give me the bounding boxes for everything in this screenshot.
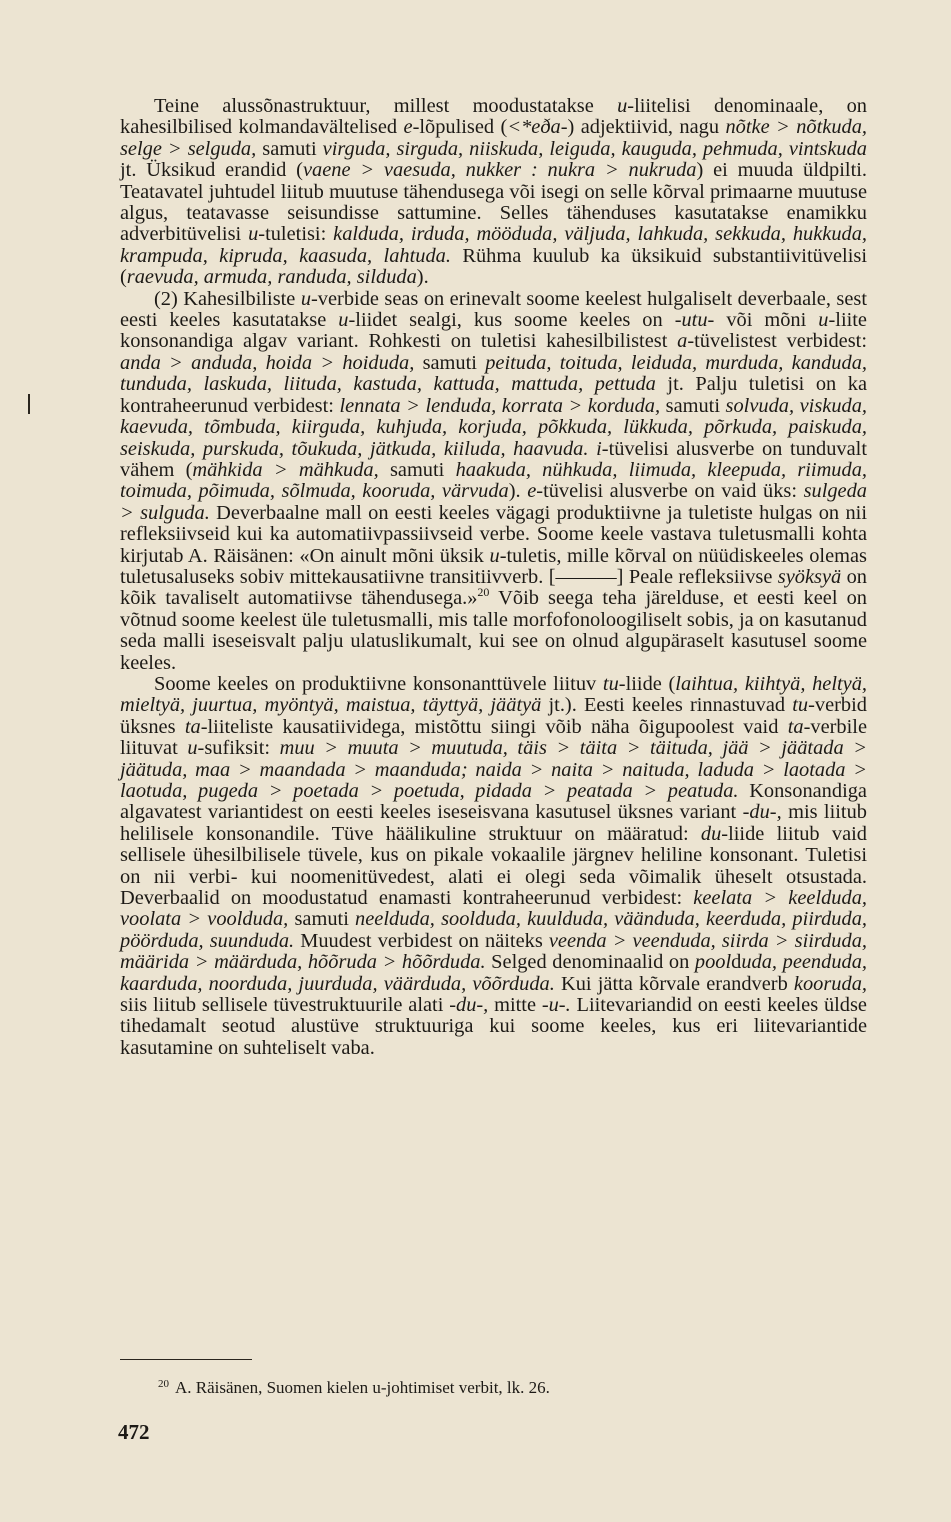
text-run <box>588 438 596 460</box>
text-run: -liidet sealgi, kus soome keeles on <box>348 309 675 332</box>
text-run: -liitelisi denominaale, on kahesilbilised kolmandavältelised <box>120 95 867 139</box>
text-run: samuti <box>414 351 486 374</box>
footnote-separator <box>120 1359 252 1360</box>
italic-text: ta <box>184 715 201 738</box>
italic-text: keelata > keelduda, voolata > voolduda, <box>120 887 867 931</box>
text-run: d <box>731 951 742 974</box>
paragraph <box>120 674 867 1059</box>
text-run: Teine alussõnastruktuur, millest moodustatakse <box>154 95 618 117</box>
italic-text: syöksyä <box>777 565 842 588</box>
text-run: Muudest verbidest on näiteks <box>294 929 549 952</box>
italic-text: -du-, <box>449 994 489 1017</box>
text-run: samuti <box>256 137 323 160</box>
text-run: samuti <box>378 458 456 481</box>
body-text <box>120 96 867 1059</box>
italic-text: peituda, toituda, leiduda, murduda, kanduda, tunduda, laskuda, liituda, kastuda, kattuda, mattuda, pettuda <box>120 351 867 396</box>
text-run: või mõni <box>714 309 819 332</box>
italic-text: neelduda, soolduda, kuulduda, väänduda, keerduda, piirduda, pöörduda, suunduda. <box>120 908 867 952</box>
text-run: Liitevariandid on eesti keeles üldse tihedamalt seotud alustüve struktuuriga kui soome keeles, kus eri liitevariantide kasutamine on suhteliselt vaba. <box>120 994 867 1059</box>
italic-text: u <box>617 95 628 117</box>
paragraph <box>120 289 867 674</box>
text-run: mis liitub helilisele konsonandile. Tüve häälikuline struktuur on määratud: <box>120 801 867 845</box>
text-run: Soome keeles on produktiivne konsonanttüvele liituv <box>154 672 603 695</box>
text-run: -liiteliste kausatiividega, mistõttu siingi võib näha õigupoolest vaid <box>200 715 788 738</box>
italic-text: solvuda, viskuda, kaevuda, tõmbuda, kiirguda, kuhjuda, korjuda, põkkuda, lükkuda, põrkuda, paiskuda, seiskuda, purskuda, tõukuda, jätkuda, kiiluda, haavuda. <box>120 394 867 460</box>
footnote-text: A. Räisänen, Suomen kielen u-johtimiset verbit, lk. 26. <box>175 1378 550 1397</box>
text-run: -verbid üksnes <box>120 694 867 738</box>
italic-text: anda > anduda, hoida > hoiduda, <box>120 351 415 374</box>
italic-text: lennata > lenduda, korrata > korduda, <box>339 394 661 417</box>
italic-text: e <box>527 480 537 503</box>
text-run: -liide liitub vaid sellisele ühesilbilisele tüvele, kus on pikale vokaalile järgnev heliline konsonant. Tuletisi on nii verbi- kui noomenitüvedest, alati ei olegi seda võimalik üheselt otsustada. Deverbaalid on moodustatud enamasti kontraheerunud verbidest: <box>120 822 867 910</box>
page-number: 472 <box>118 1420 150 1444</box>
text-run: jt. Palju tuletisi on ka kontraheerunud verbidest: <box>120 373 868 417</box>
text-run: -verbide seas on erinevalt soome keelest hulgaliselt deverbaale, sest eesti keeles kasutatakse <box>120 287 867 332</box>
footnote <box>158 1378 802 1398</box>
text-run: Konsonandiga algavatest variantidest on eesti keeles iseseisvana kasutusel üksnes variant <box>120 780 867 824</box>
paragraph <box>120 96 867 289</box>
italic-text: u <box>818 309 829 332</box>
text-run: Deverbaalne mall on eesti keeles vägagi produktiivne ja tuletiste hulgas on nii refleksiivseid kui ka automatiivpassiivseid verbe. Soome keele vastava tuletusmalli kohta kirjutab A. Räisänen: «On ainult mõni üksik <box>120 501 867 567</box>
text-run: (2) Kahesilbiliste <box>154 287 301 310</box>
text-run: -liite konsonandiga algav variant. Rohkesti on tuletisi kahesilbilistest <box>120 309 867 353</box>
text-run: Kui jätta kõrvale erandverb <box>554 972 794 995</box>
margin-mark <box>28 394 30 414</box>
italic-text: vaene > vaesuda, nukker : nukra > nukruda <box>302 159 697 182</box>
text-run: ) adjektiivid, nagu <box>567 116 726 139</box>
italic-text: i <box>596 437 602 460</box>
text-run: -lõpulised ( <box>412 116 508 139</box>
italic-text: u <box>248 223 259 246</box>
italic-text: du <box>700 822 722 845</box>
footnote-reference: 20 <box>477 585 490 600</box>
text-run: ). <box>508 480 528 503</box>
italic-text: u <box>338 309 349 332</box>
text-run: jt. Üksikud erandid ( <box>120 159 303 182</box>
text-run: ) ei muuda üldpilti. Teatavatel juhtudel liitub muutuse tähendusega või isegi on selle kõrval primaarne muutuse algus, teatavasse seisundisse sattumine. Selles tähenduses kasutatakse enamikku adverbitüvelisi <box>120 159 868 246</box>
text-run: samuti <box>288 908 356 931</box>
text-run: ). <box>416 266 429 289</box>
italic-text: sulgeda > sulguda. <box>120 480 867 524</box>
text-run: -tuletis, mille kõrval on nüüdiskeeles olemas tuletusaluseks sobiv mittekausatiivne transitiivverb. [———] Peale refleksiivse <box>120 544 867 588</box>
italic-text: tu <box>602 672 619 695</box>
text-run: Võib seega teha järelduse, et eesti keel on võtnud soome keelest üle tuletusmalli, mis talle morfofonoloogiliselt sobis, ja on kasutanud seda malli iseseisvalt palju ulatuslikumalt, kui see on olnud algupäraselt kasutusel soome keeles. <box>120 587 867 674</box>
italic-text: a <box>677 330 688 353</box>
text-run: mitte <box>488 994 542 1017</box>
italic-text: pool <box>694 951 732 974</box>
italic-text: ta <box>787 715 804 738</box>
italic-text: veenda > veenduda, siirda > siirduda, määrida > määrduda, hõõruda > hõõrduda. <box>120 929 867 974</box>
italic-text: virguda, sirguda, niiskuda, leiguda, kauguda, pehmuda, vintskuda <box>322 137 867 160</box>
text-run: -liide ( <box>618 672 676 695</box>
italic-text: u <box>489 544 500 567</box>
italic-text: kalduda, irduda, mööduda, väljuda, lahkuda, sekkuda, hukkuda, krampuda, kipruda, kaasuda, lahtuda. <box>120 223 867 267</box>
text-run: -tüvelistest verbidest: <box>687 330 868 353</box>
italic-text: -du-, <box>742 801 782 824</box>
italic-text: kooruda, <box>793 972 867 995</box>
footnote-marker: 20 <box>158 1378 169 1390</box>
italic-text: haakuda, nühkuda, liimuda, kleepuda, riimuda, toimuda, põimuda, sõlmuda, kooruda, värvuda <box>120 458 867 503</box>
text-run: Rühma kuulub ka üksikuid substantiivitüvelisi ( <box>120 244 867 289</box>
italic-text: -utu- <box>674 309 715 332</box>
text-run: -sufiksit: <box>197 737 280 760</box>
italic-text: mähkida > mähkuda, <box>192 458 379 481</box>
italic-text: nõtke > nõtkuda, selge > selguda, <box>120 116 868 160</box>
text-run: -tuletisi: <box>258 223 334 246</box>
text-run: jt.). Eesti keeles rinnastuvad <box>541 694 793 717</box>
text-run: samuti <box>660 394 726 417</box>
text-run: on kõik tavaliselt automatiivse tähendusega.» <box>120 565 867 610</box>
text-run: -verbile liituvat <box>120 715 867 760</box>
italic-text: e <box>403 116 413 139</box>
italic-text: tu <box>792 694 809 717</box>
italic-text: muu > muuta > muutuda, täis > täita > täituda, jää > jäätada > jäätuda, maa > maandada > maanduda; naida > naita > naituda, laduda > laotada > laotuda, pugeda > poetada > poetuda, pidada > peatada > peatuda. <box>120 737 867 802</box>
italic-text: u <box>300 287 312 310</box>
italic-text: -u-. <box>541 994 571 1017</box>
italic-text: u <box>187 737 198 760</box>
italic-text: uda, peenduda, kaarduda, noorduda, juurduda, väärduda, võõrduda. <box>120 951 868 995</box>
text-run: -tüvelisi alusverbe on tunduvalt vähem ( <box>120 437 867 481</box>
text-run: -tüvelisi alusverbe on vaid üks: <box>536 480 804 503</box>
text-run: siis liitub sellisele tüvestruktuurile alati <box>120 994 450 1017</box>
italic-text: laihtua, kiihtyä, heltyä, mieltyä, juurtua, myöntyä, maistua, täyttyä, jäätyä <box>120 672 868 717</box>
italic-text: raevuda, armuda, randuda, silduda <box>126 266 417 289</box>
text-run: Selged denominaalid on <box>485 951 695 974</box>
italic-text: <*eða- <box>507 116 568 139</box>
